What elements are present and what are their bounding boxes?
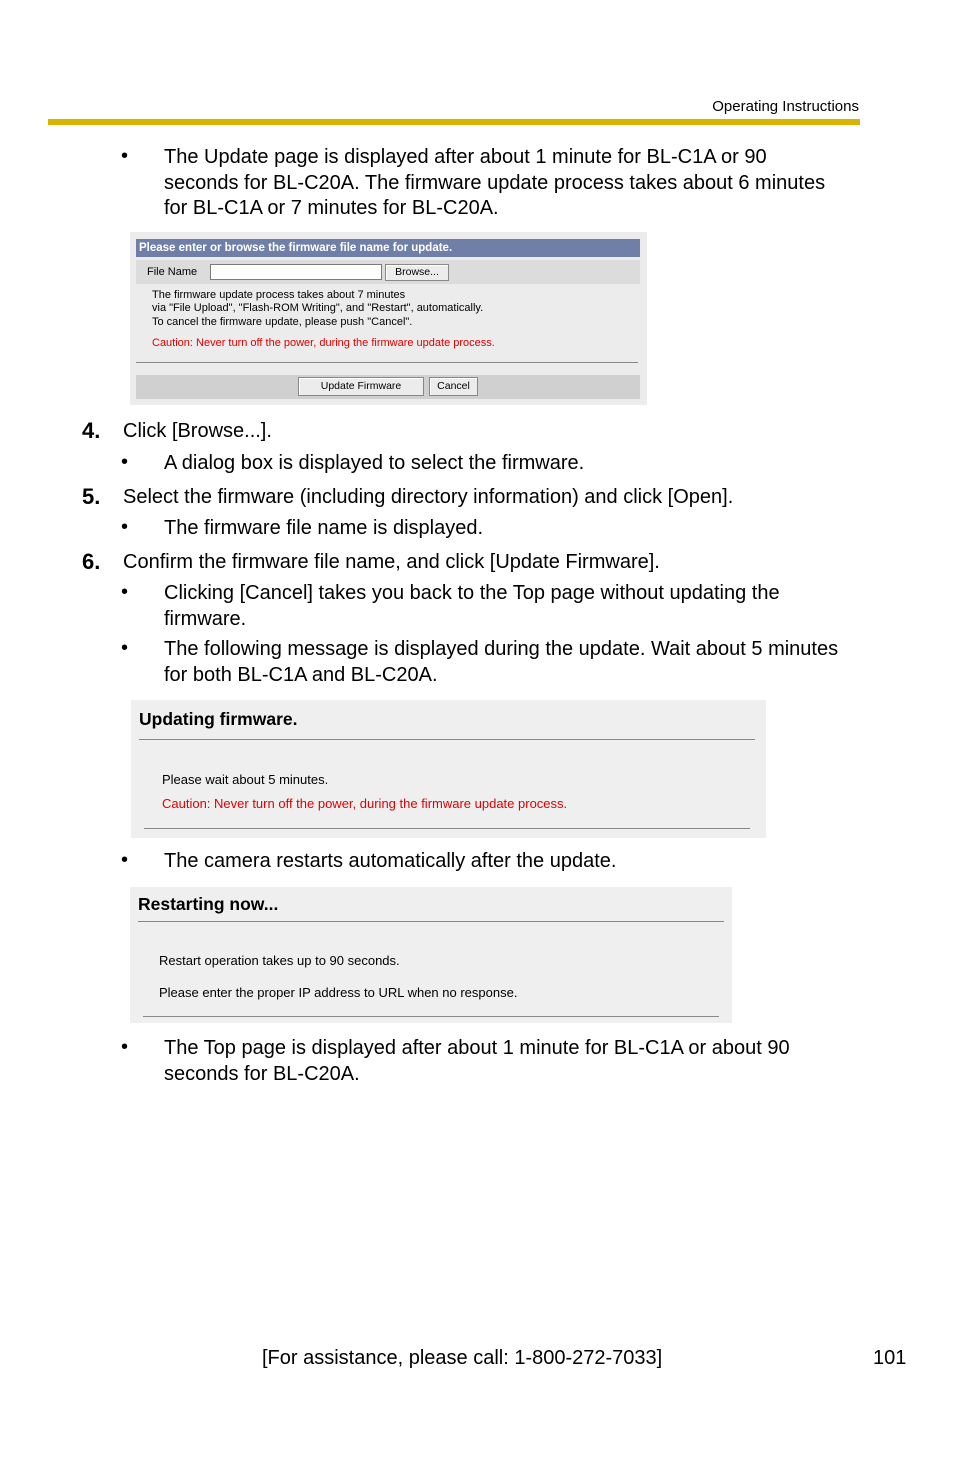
- updating-firmware-screenshot: [131, 700, 766, 838]
- step-bullet: Clicking [Cancel] takes you back to the Top page without updating the firmware.: [164, 582, 780, 630]
- bullet-icon: •: [121, 516, 129, 538]
- bullet-icon: •: [121, 1036, 129, 1058]
- header-title: Operating Instructions: [712, 98, 859, 115]
- divider: [138, 921, 724, 922]
- browse-button[interactable]: Browse...: [385, 264, 449, 281]
- restarting-line-1: Restart operation takes up to 90 seconds.: [159, 953, 400, 968]
- restart-bullet: The camera restarts automatically after the update.: [164, 850, 617, 872]
- bullet-icon: •: [121, 581, 129, 603]
- assistance-footer: [For assistance, please call: 1-800-272-7033]: [262, 1347, 663, 1369]
- update-page-title: Please enter or browse the firmware file name for update.: [136, 239, 640, 257]
- update-message-1: The firmware update process takes about 7 minutes: [152, 289, 406, 301]
- divider: [136, 362, 638, 363]
- bullet-icon: •: [121, 451, 129, 473]
- bullet-icon: •: [121, 145, 129, 167]
- restarting-screenshot: [130, 887, 732, 1023]
- file-name-input[interactable]: [210, 264, 382, 280]
- divider: [144, 828, 750, 829]
- restarting-title: Restarting now...: [138, 894, 279, 914]
- update-message-2: via "File Upload", "Flash-ROM Writing", and "Restart", automatically.: [152, 302, 484, 314]
- header-rule: [48, 119, 860, 125]
- step-bullet: The following message is displayed during the update. Wait about 5 minutes for both BL-C1A and BL-C20A.: [164, 638, 839, 686]
- divider: [143, 1016, 719, 1017]
- step-text: Click [Browse...].: [123, 420, 272, 442]
- file-name-label: File Name: [147, 266, 198, 278]
- step-number: 5.: [82, 484, 101, 509]
- final-bullet: The Top page is displayed after about 1 minute for BL-C1A or about 90 seconds for BL-C20A.: [164, 1037, 790, 1085]
- update-message-3: To cancel the firmware update, please push "Cancel".: [152, 316, 413, 328]
- update-firmware-button[interactable]: Update Firmware: [298, 377, 424, 396]
- cancel-button[interactable]: Cancel: [429, 377, 478, 396]
- divider: [139, 739, 755, 740]
- bullet-icon: •: [121, 637, 129, 659]
- restarting-line-2: Please enter the proper IP address to URL when no response.: [159, 985, 518, 1000]
- step-bullet: A dialog box is displayed to select the firmware.: [164, 452, 585, 474]
- updating-title: Updating firmware.: [139, 709, 298, 729]
- intro-bullet-text: The Update page is displayed after about 1 minute for BL-C1A or 90 seconds for BL-C20A. The firmware update process takes about 6 minutes for BL-C1A or 7 minutes for BL-C20A.: [164, 146, 826, 219]
- update-page-screenshot: [130, 232, 647, 405]
- step-number: 4.: [82, 418, 101, 443]
- updating-text: Please wait about 5 minutes.: [162, 772, 329, 787]
- step-text: Select the firmware (including directory information) and click [Open].: [123, 486, 734, 508]
- step-text: Confirm the firmware file name, and click [Update Firmware].: [123, 551, 660, 573]
- updating-caution: Caution: Never turn off the power, during the firmware update process.: [162, 796, 568, 811]
- bullet-icon: •: [121, 849, 129, 871]
- page-number: 101: [873, 1347, 907, 1369]
- update-caution: Caution: Never turn off the power, during the firmware update process.: [152, 337, 495, 349]
- step-number: 6.: [82, 549, 101, 574]
- step-bullet: The firmware file name is displayed.: [164, 517, 484, 539]
